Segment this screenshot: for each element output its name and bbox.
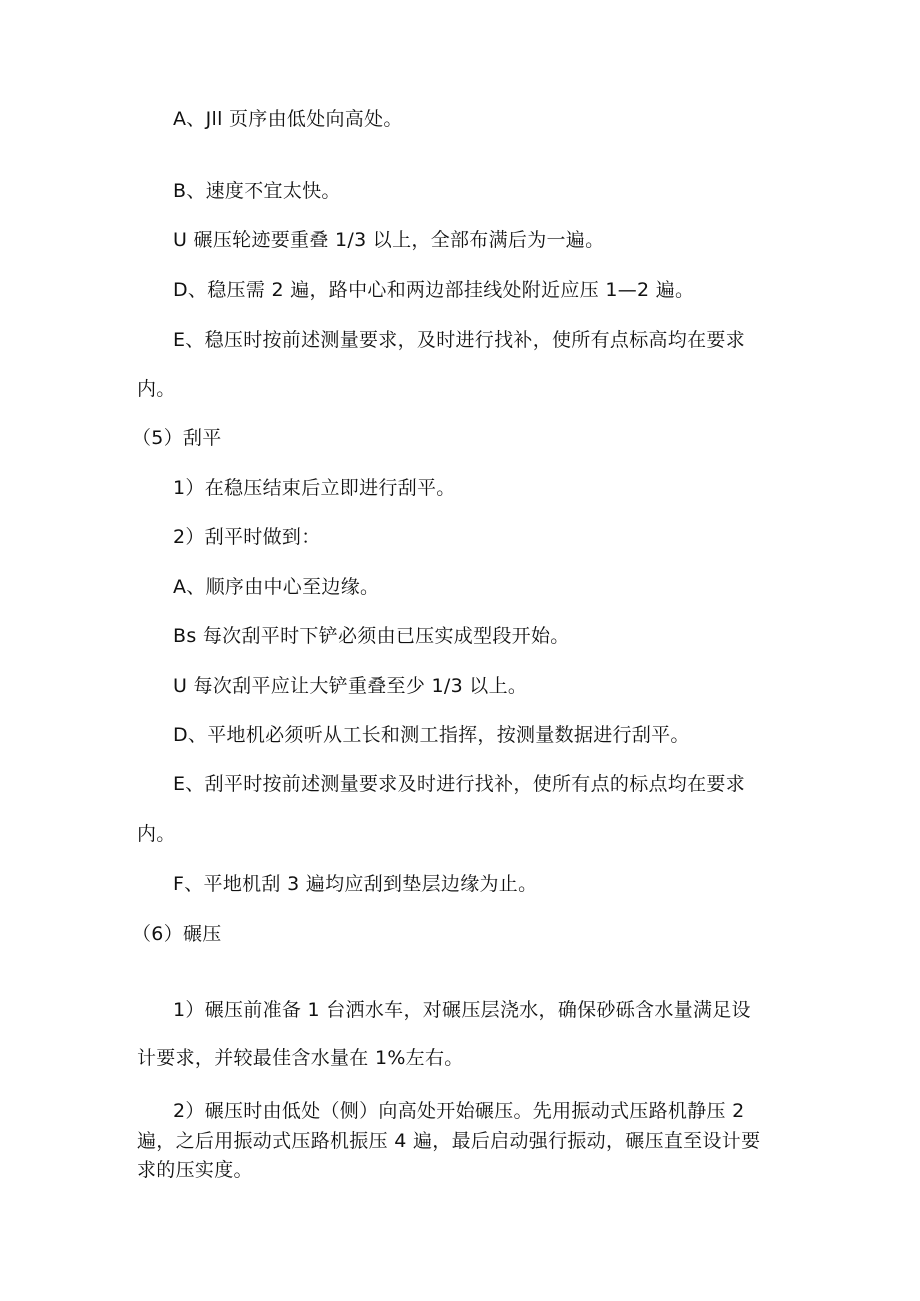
paragraph-e-scrape-line1: E、刮平时按前述测量要求及时进行找补，使所有点的标点均在要求 [173,773,746,795]
step-1-roll-line1: 1）碾压前准备 1 台洒水车，对碾压层浇水，确保砂砾含水量满足设 [173,999,751,1021]
paragraph-a-order: A、顺序由中心至边缘。 [173,576,380,598]
step-2-roll-line2: 遍，之后用振动式压路机振压 4 遍，最后启动强行振动，碾压直至设计要 [137,1130,761,1152]
section-heading-6: （6）碾压 [132,923,222,945]
paragraph-b-start: Bs 每次刮平时下铲必须由已压实成型段开始。 [173,625,570,647]
paragraph-a-rolling-order: A、Jll 页序由低处向高处。 [173,108,403,130]
step-1-scrape: 1）在稳压结束后立即进行刮平。 [173,477,456,499]
step-2-roll-line1: 2）碾压时由低处（侧）向高处开始碾压。先用振动式压路机静压 2 [173,1100,745,1122]
step-2-roll-line3: 求的压实度。 [137,1159,253,1181]
paragraph-e-stabilize-line1: E、稳压时按前述测量要求，及时进行找补，使所有点标高均在要求 [173,329,746,351]
paragraph-d-stabilize: D、稳压需 2 遍，路中心和两边部挂线处附近应压 1—2 遍。 [173,279,695,301]
paragraph-c-blade-overlap: U 每次刮平应让大铲重叠至少 1/3 以上。 [173,675,528,697]
paragraph-e-scrape-line2: 内。 [137,823,176,845]
step-2-scrape: 2）刮平时做到： [173,526,321,548]
paragraph-c-overlap: U 碾压轮迹要重叠 1/3 以上，全部布满后为一遍。 [173,229,605,251]
paragraph-e-stabilize-line2: 内。 [137,378,176,400]
paragraph-f-grader-passes: F、平地机刮 3 遍均应刮到垫层边缘为止。 [173,873,538,895]
step-1-roll-line2: 计要求，并较最佳含水量在 1%左右。 [137,1047,464,1069]
paragraph-d-grader: D、平地机必须听从工长和测工指挥，按测量数据进行刮平。 [173,724,690,746]
paragraph-b-speed: B、速度不宜太快。 [173,180,341,202]
section-heading-5: （5）刮平 [132,427,222,449]
